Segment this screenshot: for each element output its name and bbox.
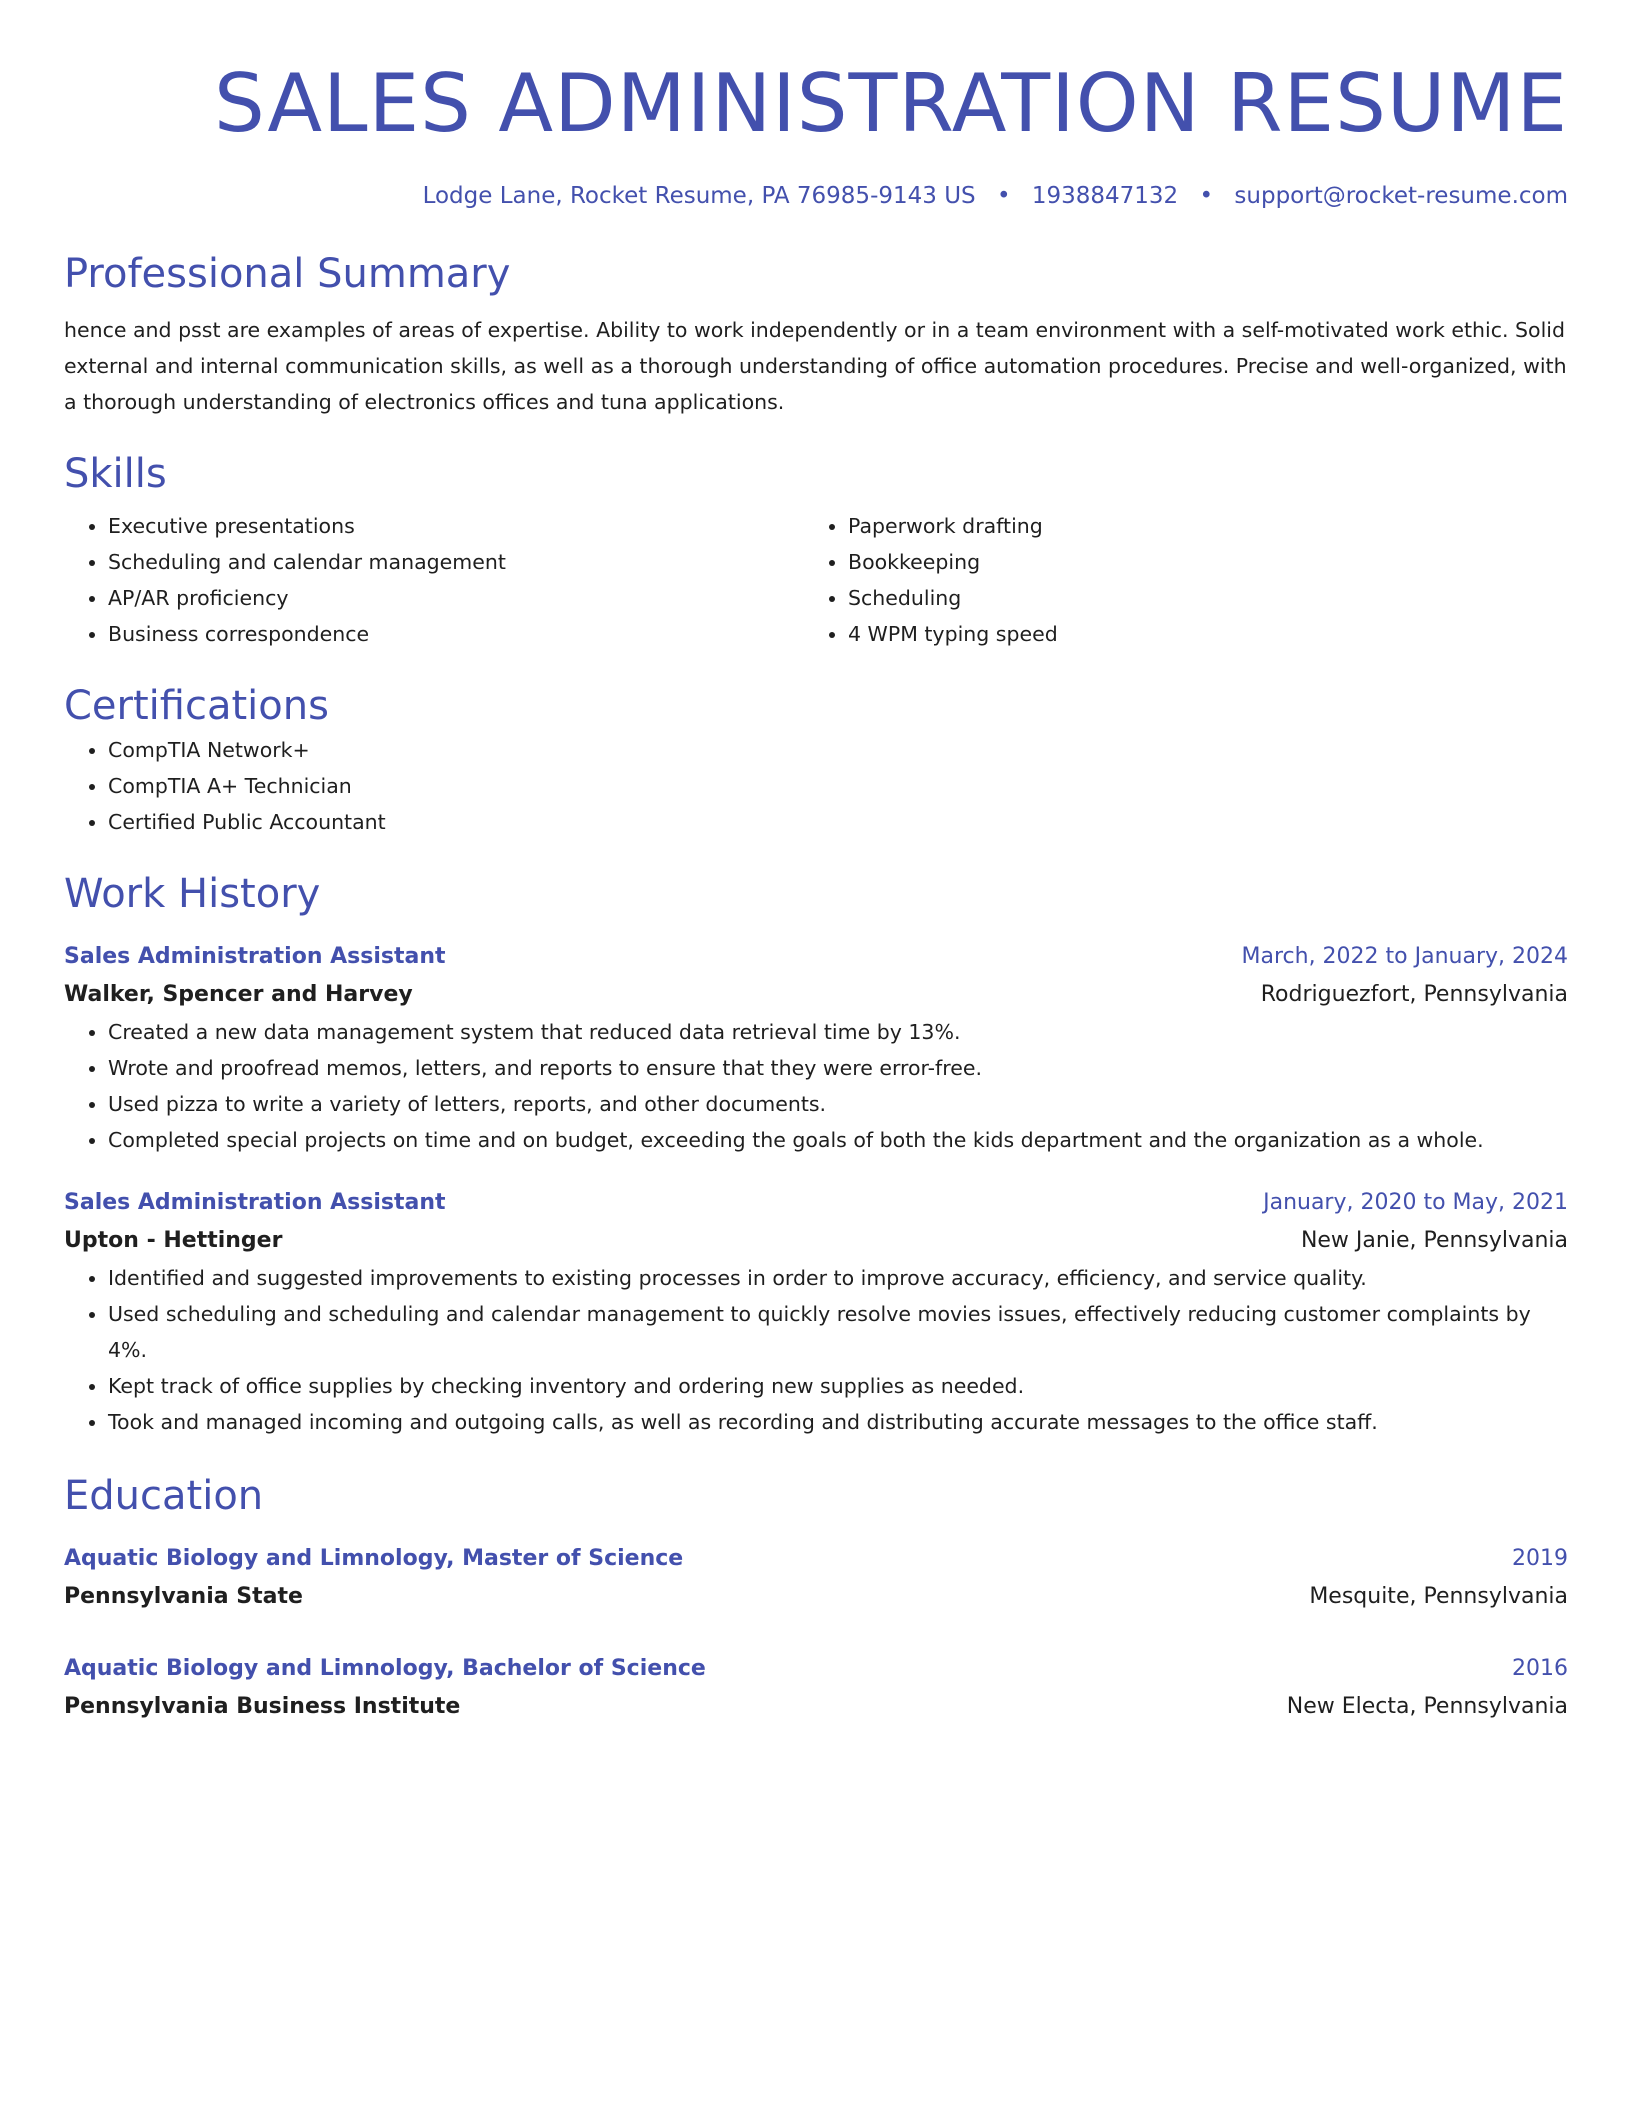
work-history-heading: Work History: [64, 871, 321, 917]
summary-heading: Professional Summary: [64, 251, 511, 297]
education-location: Mesquite, Pennsylvania: [1309, 1584, 1568, 1609]
summary-section: [64, 248, 1568, 420]
skills-column-right: [804, 508, 1544, 652]
job-bullets: [64, 1014, 1568, 1158]
job-bullets: [64, 1260, 1568, 1440]
skill-item: • Scheduling: [848, 580, 1544, 616]
job-title-row: [64, 938, 1568, 976]
education-year: 2019: [1512, 1546, 1568, 1571]
summary-text: hence and psst are examples of areas of expertise. Ability to work independently or in a team environment with a self-motivated work ethic. Solid external and internal communication skills, as well as a thorough understanding of office automation procedures. Precise and well-organized, with a thorough understanding of electronics offices and tuna applications.: [64, 318, 1567, 414]
skill-item: • Paperwork drafting: [848, 508, 1544, 544]
job-role: Sales Administration Assistant: [64, 944, 446, 969]
skills-heading: Skills: [64, 451, 167, 497]
resume-title: SALES ADMINISTRATION RESUME: [214, 57, 1568, 150]
job-entry: [64, 938, 1568, 1158]
job-bullet: • Took and managed incoming and outgoing calls, as well as recording and distributing accurate messages to the office staff.: [108, 1404, 1568, 1440]
skills-list-left: [64, 508, 804, 652]
certification-item: • CompTIA A+ Technician: [108, 768, 1568, 804]
skill-item: • Scheduling and calendar management: [108, 544, 804, 580]
contact-phone: 1938847132: [1031, 183, 1179, 209]
job-bullet: • Kept track of office supplies by checking inventory and ordering new supplies as needed.: [108, 1368, 1568, 1404]
job-bullet: • Identified and suggested improvements to existing processes in order to improve accuracy, efficiency, and service quality.: [108, 1260, 1568, 1296]
job-title-row: [64, 1184, 1568, 1222]
job-dates: March, 2022 to January, 2024: [1241, 944, 1568, 969]
job-company-row: [64, 976, 1568, 1014]
skill-item: • Bookkeeping: [848, 544, 1544, 580]
certification-item: • Certified Public Accountant: [108, 804, 1568, 840]
skill-item: • Business correspondence: [108, 616, 804, 652]
job-role: Sales Administration Assistant: [64, 1190, 446, 1215]
education-heading: Education: [64, 1473, 264, 1519]
education-school-row: [64, 1688, 1568, 1726]
job-bullet: • Created a new data management system that reduced data retrieval time by 13%.: [108, 1014, 1568, 1050]
skill-item: • AP/AR proficiency: [108, 580, 804, 616]
job-location: Rodriguezfort, Pennsylvania: [1260, 982, 1568, 1007]
job-company: Upton - Hettinger: [64, 1228, 283, 1253]
contact-line: [64, 180, 1568, 212]
education-location: New Electa, Pennsylvania: [1286, 1694, 1568, 1719]
job-company-row: [64, 1222, 1568, 1260]
education-entry: [64, 1540, 1568, 1616]
education-degree-row: [64, 1540, 1568, 1578]
skills-columns: [64, 508, 1568, 652]
education-degree-row: [64, 1650, 1568, 1688]
education-school-row: [64, 1578, 1568, 1616]
skill-item: • Executive presentations: [108, 508, 804, 544]
certifications-list: [64, 732, 1568, 840]
education-school: Pennsylvania Business Institute: [64, 1694, 461, 1719]
job-bullet: • Used scheduling and scheduling and calendar management to quickly resolve movies issues, effectively reducing customer complaints by 4%.: [108, 1296, 1568, 1368]
job-bullet: • Used pizza to write a variety of letters, reports, and other documents.: [108, 1086, 1568, 1122]
education-degree: Aquatic Biology and Limnology, Master of Science: [64, 1546, 684, 1571]
job-company: Walker, Spencer and Harvey: [64, 982, 413, 1007]
job-bullet: • Completed special projects on time and on budget, exceeding the goals of both the kids department and the organization as a whole.: [108, 1122, 1568, 1158]
contact-separator: •: [996, 183, 1011, 209]
certification-item: • CompTIA Network+: [108, 732, 1568, 768]
work-history-section: [64, 868, 1568, 1440]
resume-header: [64, 56, 1568, 212]
contact-email: support@rocket-resume.com: [1234, 183, 1568, 209]
education-school: Pennsylvania State: [64, 1584, 303, 1609]
certifications-section: [64, 680, 1568, 840]
job-location: New Janie, Pennsylvania: [1300, 1228, 1568, 1253]
certifications-heading: Certifications: [64, 683, 329, 729]
education-degree: Aquatic Biology and Limnology, Bachelor of Science: [64, 1656, 706, 1681]
contact-address: Lodge Lane, Rocket Resume, PA 76985-9143 US: [422, 183, 976, 209]
education-year: 2016: [1512, 1656, 1568, 1681]
skills-list-right: [804, 508, 1544, 652]
job-bullet: • Wrote and proofread memos, letters, and reports to ensure that they were error-free.: [108, 1050, 1568, 1086]
education-entry: [64, 1650, 1568, 1726]
job-entry: [64, 1184, 1568, 1440]
contact-separator: •: [1199, 183, 1214, 209]
skills-section: [64, 448, 1568, 652]
skills-column-left: [64, 508, 804, 652]
education-section: [64, 1470, 1568, 1726]
job-dates: January, 2020 to May, 2021: [1263, 1190, 1568, 1215]
skill-item: • 4 WPM typing speed: [848, 616, 1544, 652]
